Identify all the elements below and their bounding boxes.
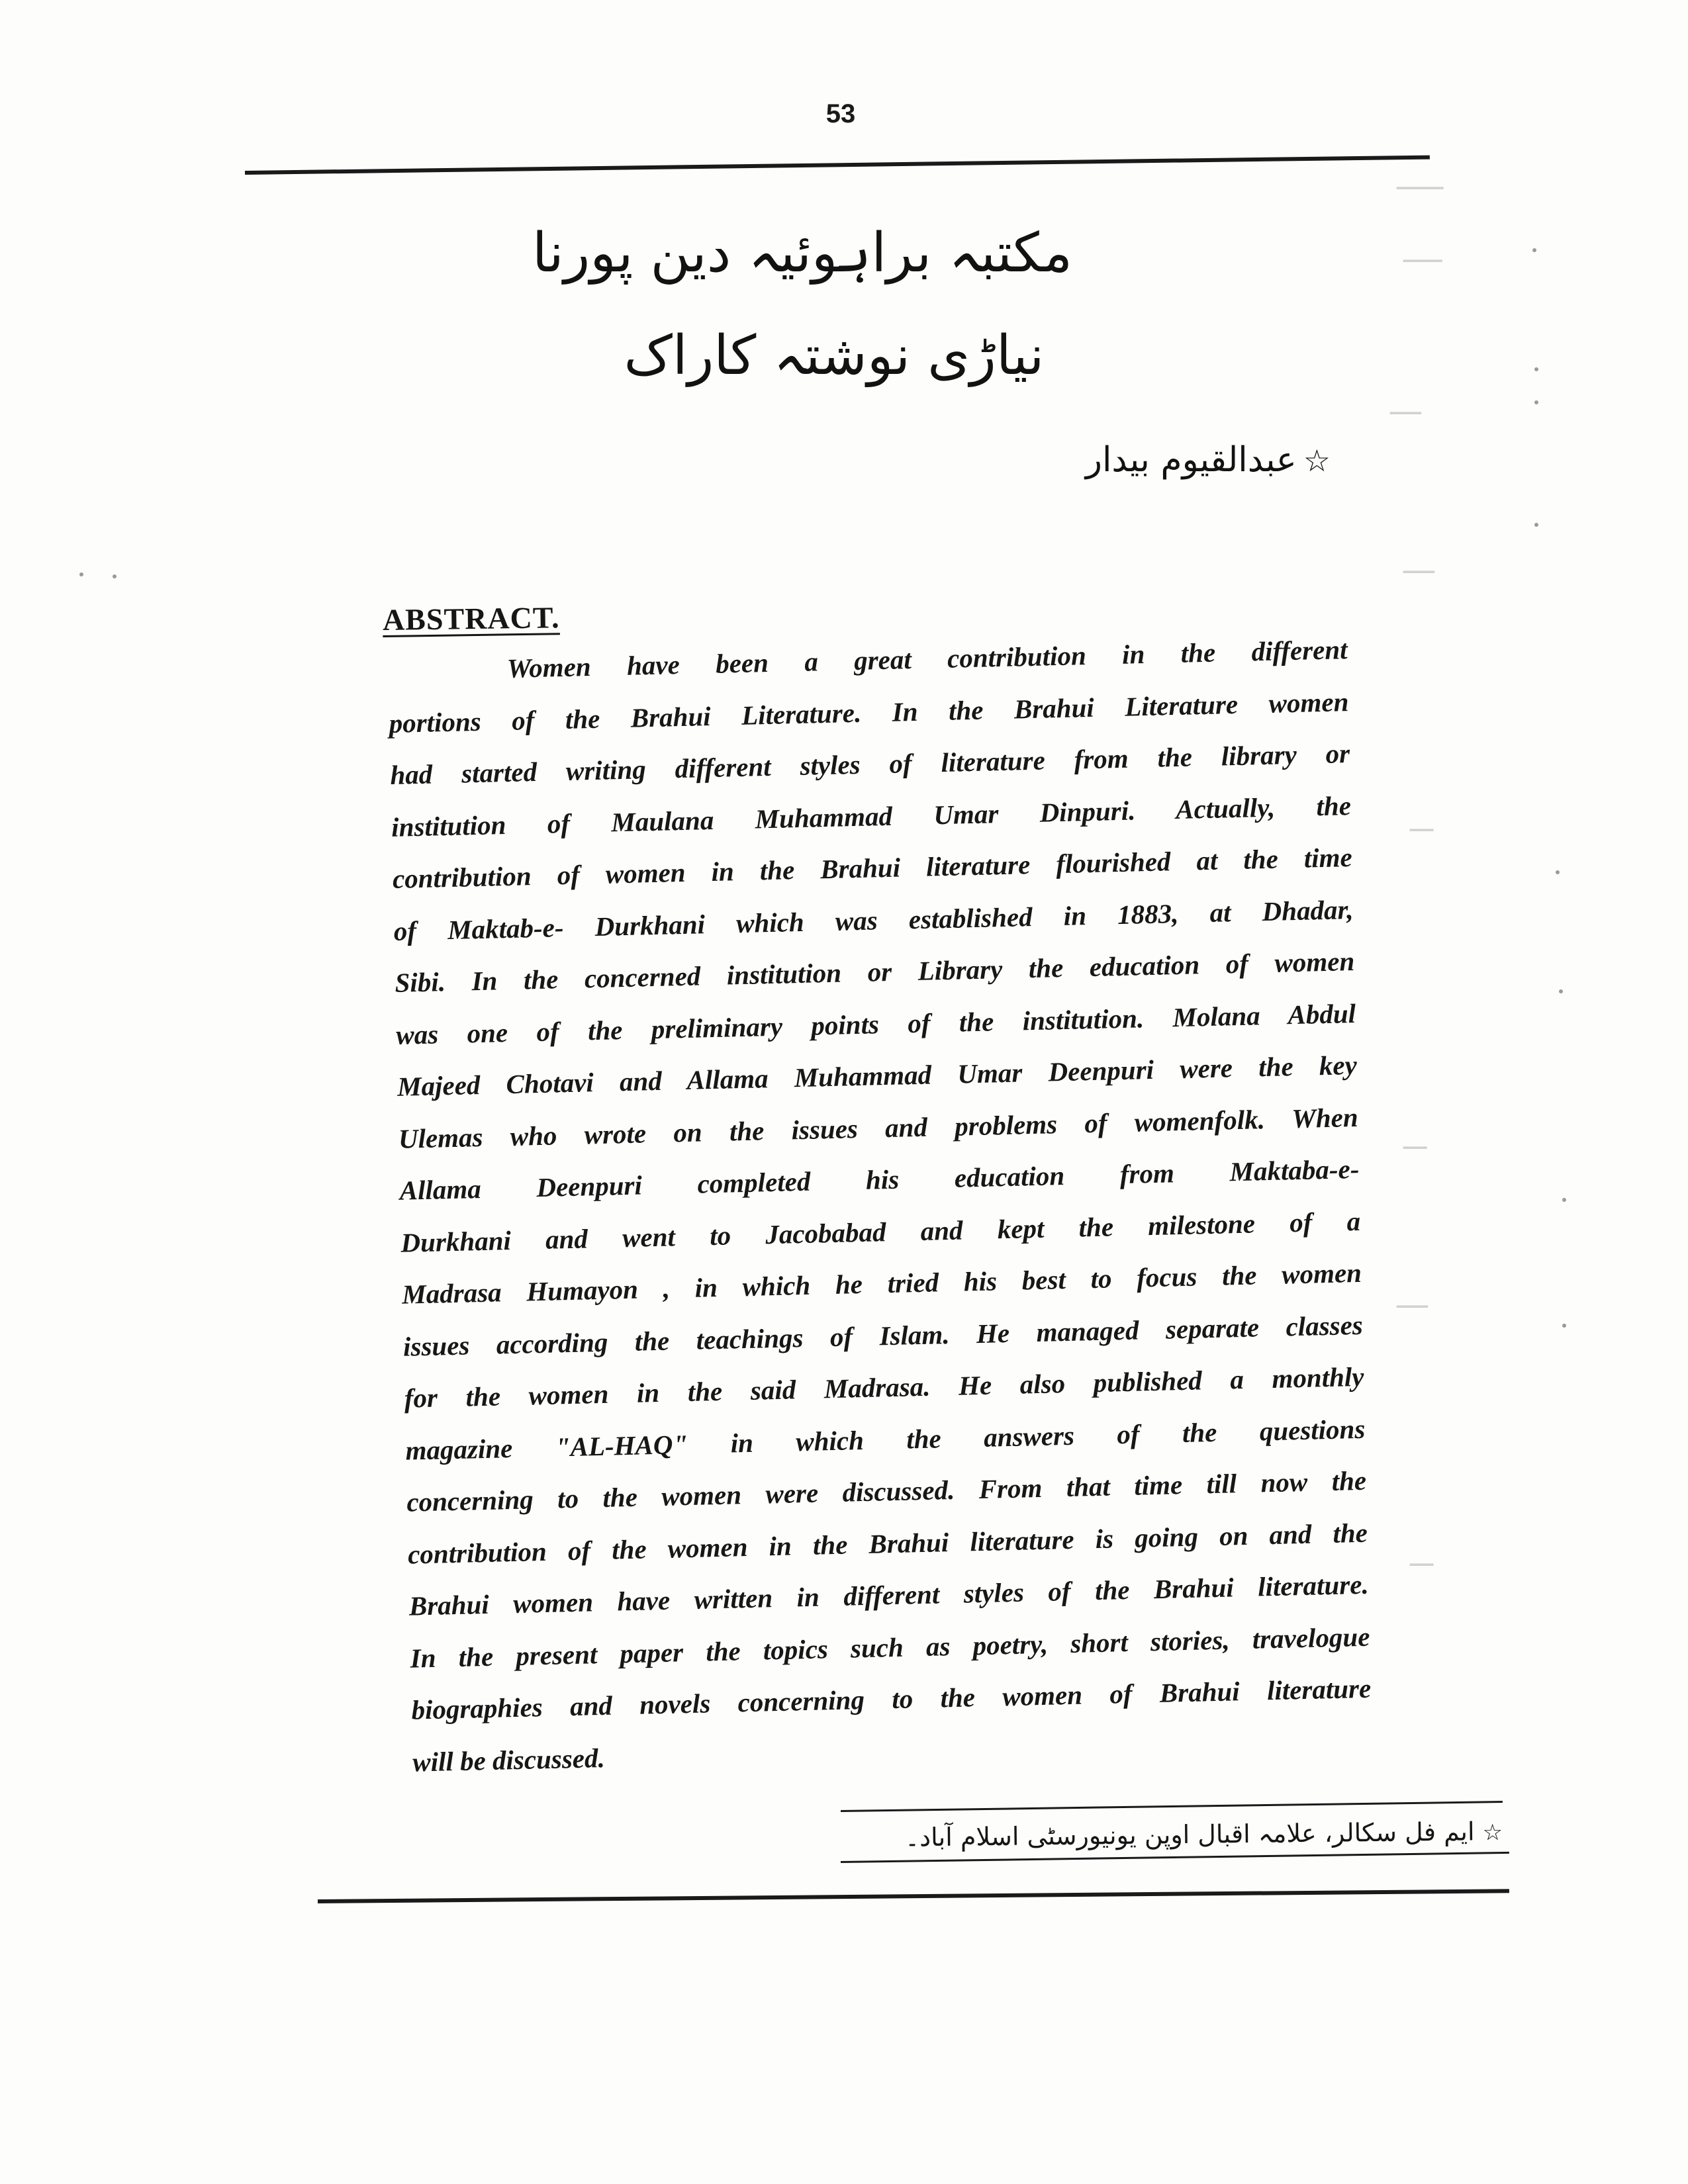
abstract-line: Brahui women have written in different styles of the Brahui literature. [408, 1569, 1370, 1621]
abstract-line: Sibi. In the concerned institution or Library the education of women [395, 945, 1355, 998]
abstract-line: magazine "AL-HAQ" in which the answers of the questions [405, 1413, 1366, 1466]
scan-speck [1562, 1198, 1566, 1202]
article-title [532, 202, 1072, 407]
abstract-line: Women have been a great contribution in the different [506, 634, 1348, 684]
scan-speck [1534, 367, 1538, 371]
show-through-text: ــــ [1397, 1284, 1428, 1314]
abstract-line: portions of the Brahui Literature. In the Brahui Literature women [389, 686, 1349, 739]
author-affiliation-footnote [904, 1817, 1503, 1852]
abstract-line: of Maktab-e- Durkhani which was established in 1883, at Dhadar, [393, 893, 1354, 946]
show-through-text: ــــ [1403, 549, 1434, 580]
abstract-line: Madrasa Humayon , in which he tried his best to focus the women [401, 1257, 1362, 1310]
abstract-line: Allama Deenpuri completed his education from Maktaba-e- [399, 1153, 1360, 1206]
abstract-body [387, 623, 1373, 1788]
abstract-heading: ABSTRACT. [382, 600, 560, 637]
show-through-text: ـــــ [1403, 238, 1442, 269]
show-through-text: ـــ [1410, 807, 1434, 838]
footer-rule [318, 1889, 1509, 1903]
show-through-text: ـــ [1410, 1542, 1434, 1572]
abstract-line: Durkhani and went to Jacobabad and kept the milestone of a [400, 1205, 1361, 1258]
show-through-text: ــــــ [1397, 165, 1444, 196]
abstract-line: for the women in the said Madrasa. He also published a monthly [404, 1361, 1364, 1414]
abstract-line: In the present paper the topics such as poetry, short stories, travelogue [410, 1621, 1370, 1674]
header-rule [245, 156, 1430, 175]
star-icon: ☆ [1303, 443, 1331, 478]
scan-speck [1534, 523, 1538, 527]
footnote-text: ایم فل سکالر، علامہ اقبال اوپن یونیورسٹی اسلام آباد۔ [904, 1817, 1475, 1852]
title-line-1: مکتبہ براہوئیہ دین پورنا [532, 222, 1072, 285]
abstract-line: institution of Maulana Muhammad Umar Dinpuri. Actually, the [391, 790, 1352, 842]
abstract-line-last: will be discussed. [412, 1742, 606, 1778]
scan-speck [1562, 1324, 1566, 1328]
show-through-text: ـــ [1403, 1125, 1427, 1156]
abstract-line: biographies and novels concerning to the women of Brahui literature [410, 1672, 1372, 1725]
abstract-line: was one of the preliminary points of the institution. Molana Abdul [395, 997, 1356, 1050]
scan-speck [1556, 870, 1560, 874]
abstract-line: contribution of the women in the Brahui literature is going on and the [407, 1517, 1368, 1570]
abstract-line: Majeed Chotavi and Allama Muhammad Umar Deenpuri were the key [397, 1049, 1358, 1102]
scan-speck [1534, 400, 1538, 404]
abstract-line: contribution of women in the Brahui literature flourished at the time [392, 842, 1353, 894]
star-icon: ☆ [1482, 1819, 1503, 1846]
scan-speck [113, 574, 117, 578]
abstract-line: concerning to the women were discussed. From that time till now the [406, 1465, 1367, 1518]
scan-speck [1532, 248, 1536, 252]
scan-speck [79, 572, 83, 576]
show-through-text: ــــ [1390, 390, 1421, 421]
author-byline [1019, 440, 1331, 480]
abstract-line: issues according the teachings of Islam. He managed separate classes [402, 1309, 1364, 1362]
scan-speck [1559, 989, 1563, 993]
footnote-separator [841, 1801, 1503, 1812]
abstract-line: Ulemas who wrote on the issues and problems of womenfolk. When [398, 1101, 1359, 1154]
page-number: 53 [825, 99, 856, 128]
title-line-2: نیاڑی نوشتہ کاراک [624, 324, 1045, 387]
abstract-line: had started writing different styles of literature from the library or [389, 738, 1350, 790]
footnote-underline [841, 1852, 1509, 1863]
author-name: عبدالقیوم بیدار [1085, 440, 1297, 480]
